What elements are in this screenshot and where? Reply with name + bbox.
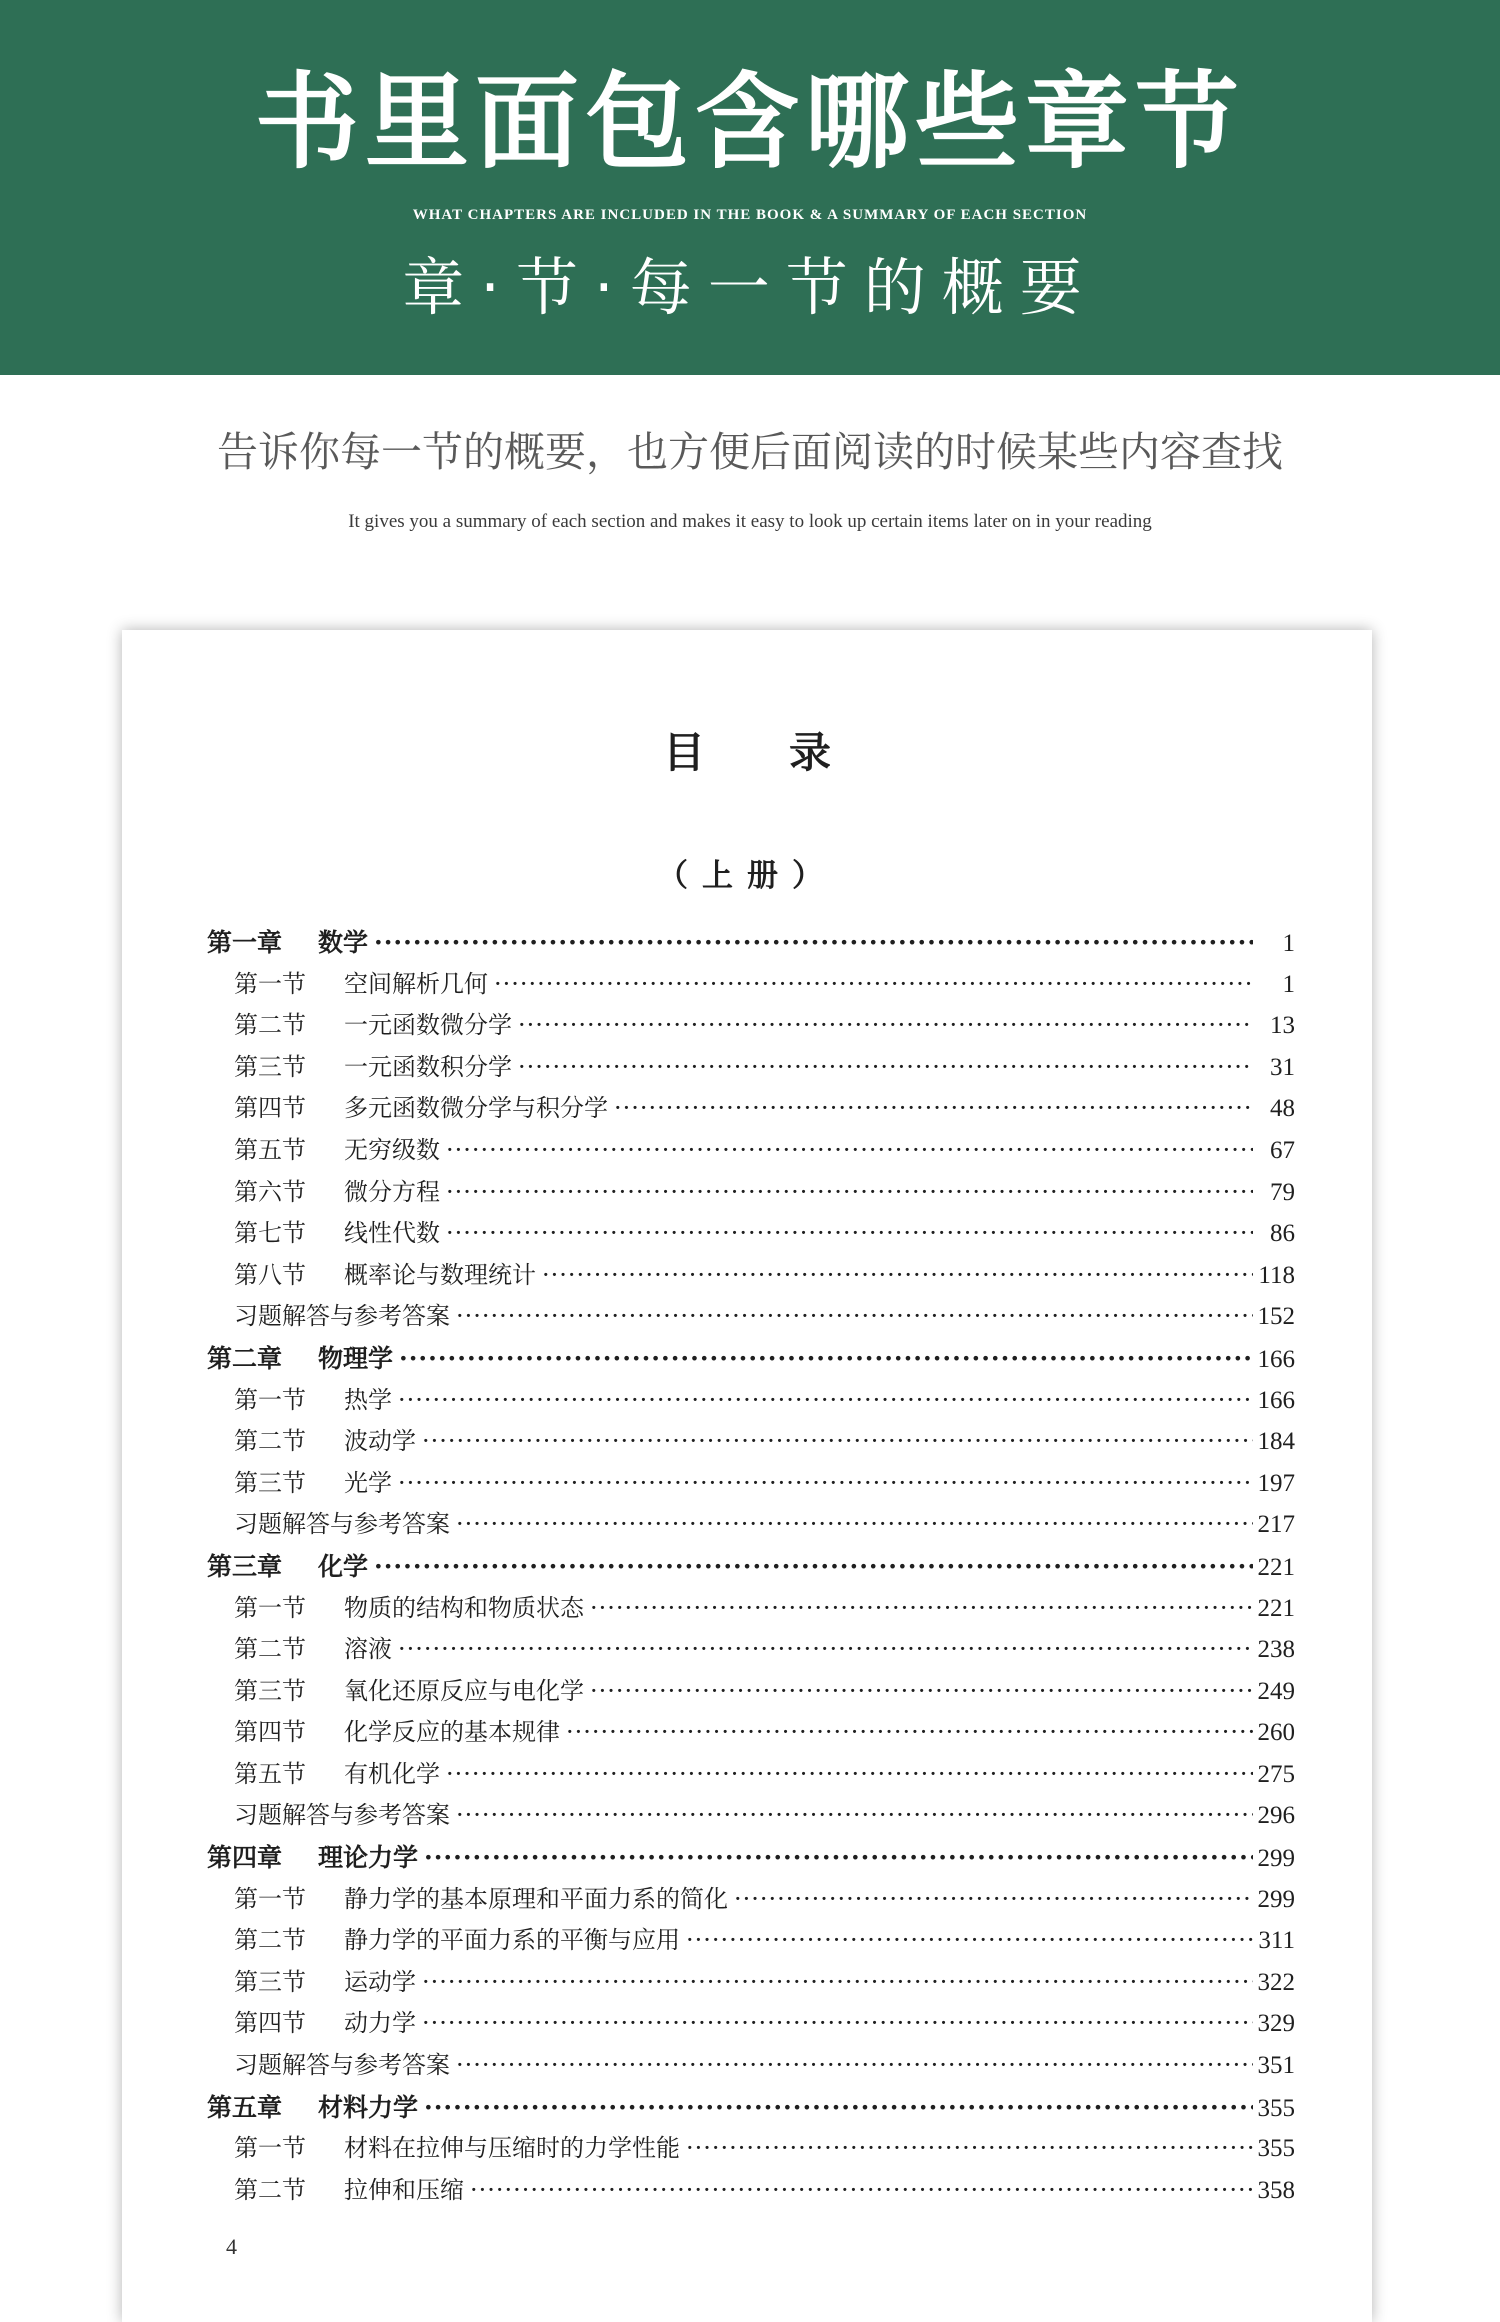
toc-section-row [207, 1255, 1295, 1297]
toc-entry-number: 第三节 [234, 1676, 306, 1705]
dot-leader [374, 1546, 1253, 1588]
dot-leader [590, 1588, 1253, 1630]
toc-page-number: 13 [1270, 1012, 1295, 1040]
banner-title: 书里面包含哪些章节 [254, 60, 1245, 183]
toc-page-number: 1 [1282, 970, 1295, 998]
toc-section-row [207, 2170, 1295, 2212]
toc-answers-row [207, 1504, 1295, 1546]
header-banner [0, 0, 1500, 375]
dot-leader [446, 1130, 1253, 1172]
toc-entry-title: 波动学 [344, 1427, 416, 1456]
toc-page-number: 166 [1257, 1386, 1295, 1414]
toc-entry-number: 第二章 [207, 1343, 283, 1373]
toc-page-number: 1 [1282, 930, 1295, 957]
toc-entry-title: 光学 [344, 1468, 392, 1497]
toc-page-number: 152 [1257, 1303, 1295, 1331]
toc-page-number: 351 [1257, 2052, 1295, 2080]
dot-leader [424, 1837, 1253, 1879]
toc-section-row [207, 1088, 1295, 1130]
toc-entry-title: 运动学 [344, 1967, 416, 1996]
toc-entry-title: 物理学 [318, 1343, 394, 1373]
toc-entry-title: 一元函数积分学 [344, 1052, 512, 1081]
dot-leader [494, 964, 1253, 1006]
toc-entry-title: 习题解答与参考答案 [234, 1801, 450, 1830]
dot-leader [566, 1712, 1253, 1754]
toc-entry-number: 第三节 [234, 1967, 306, 1996]
toc-entry-number: 第一节 [234, 1385, 306, 1414]
toc-section-row [207, 1172, 1295, 1214]
toc-entry-title: 材料在拉伸与压缩时的力学性能 [344, 2134, 680, 2163]
toc-entry-number: 第五章 [207, 2092, 283, 2122]
toc-entry-title: 多元函数微分学与积分学 [344, 1094, 608, 1123]
toc-entry-number: 第四节 [234, 1094, 306, 1123]
toc-page-number: 67 [1270, 1136, 1295, 1164]
toc-chapter-row [207, 1546, 1295, 1588]
toc-page-number: 166 [1257, 1345, 1295, 1373]
dot-leader [398, 1629, 1253, 1671]
banner-subtitle-english: WHAT CHAPTERS ARE INCLUDED IN THE BOOK & A SUMMARY OF EACH SECTION [412, 207, 1088, 223]
dot-leader [422, 1421, 1253, 1463]
toc-entry-number: 第四章 [207, 1843, 283, 1873]
toc-section-row [207, 1380, 1295, 1422]
toc-section-row [207, 2128, 1295, 2170]
dot-leader [470, 2170, 1253, 2212]
dot-leader [456, 1504, 1253, 1546]
page-number: 4 [226, 2234, 237, 2259]
toc-entry-title: 习题解答与参考答案 [234, 1510, 450, 1539]
toc-page-number: 260 [1257, 1719, 1295, 1747]
toc-entry-title: 化学反应的基本规律 [344, 1718, 560, 1747]
toc-entry-number: 第一节 [234, 969, 306, 998]
book-page [122, 630, 1372, 2322]
banner-subtitle-chinese: 章·节·每一节的概要 [402, 251, 1098, 324]
toc-page-number: 221 [1257, 1594, 1295, 1622]
dot-leader [518, 1047, 1253, 1089]
toc-page-number: 48 [1270, 1095, 1295, 1123]
toc-section-row [207, 1962, 1295, 2004]
toc-entry-title: 习题解答与参考答案 [234, 2051, 450, 2080]
toc-entry-title: 习题解答与参考答案 [234, 1302, 450, 1331]
toc-page-number: 221 [1257, 1553, 1295, 1581]
toc-entry-title: 拉伸和压缩 [344, 2175, 464, 2204]
toc-entry-number: 第七节 [234, 1219, 306, 1248]
toc-entry-number: 第五节 [234, 1759, 306, 1788]
toc-page-number: 355 [1257, 2094, 1295, 2122]
toc-entry-title: 化学 [318, 1551, 369, 1581]
toc-entry-title: 理论力学 [318, 1843, 419, 1873]
toc-heading: 目录 [662, 728, 915, 777]
toc-entry-title: 微分方程 [344, 1177, 440, 1206]
toc-page-number: 275 [1257, 1760, 1295, 1788]
toc-section-row [207, 1754, 1295, 1796]
toc-page-number: 249 [1257, 1677, 1295, 1705]
toc-entry-title: 氧化还原反应与电化学 [344, 1676, 584, 1705]
toc-page-number: 238 [1257, 1636, 1295, 1664]
toc-section-row [207, 1130, 1295, 1172]
toc-entry-number: 第一章 [207, 928, 283, 957]
dot-leader [614, 1088, 1253, 1130]
toc-page-number: 358 [1257, 2176, 1295, 2204]
toc-page-number: 184 [1257, 1428, 1295, 1456]
intro-text-english: It gives you a summary of each section and makes it easy to look up certain items later on in your reading [348, 511, 1152, 532]
toc-section-row [207, 1588, 1295, 1630]
toc-chapter-row [207, 1837, 1295, 1879]
toc-entry-title: 线性代数 [344, 1219, 440, 1248]
toc-entry-number: 第四节 [234, 2009, 306, 2038]
toc-page-number: 31 [1270, 1053, 1295, 1081]
toc-entry-number: 第三章 [207, 1551, 283, 1581]
toc-answers-row [207, 1296, 1295, 1338]
toc-page-number: 296 [1257, 1802, 1295, 1830]
toc-entry-number: 第二节 [234, 1427, 306, 1456]
toc-entry-number: 第二节 [234, 1011, 306, 1040]
toc-entry-number: 第八节 [234, 1260, 306, 1289]
toc-entry-title: 空间解析几何 [344, 969, 488, 998]
toc-page-number: 299 [1257, 1845, 1295, 1873]
toc-page-number: 118 [1258, 1261, 1295, 1289]
dot-leader [456, 1795, 1253, 1837]
dot-leader [424, 2087, 1253, 2129]
toc-chapter-row [207, 922, 1295, 964]
toc-entry-title: 热学 [344, 1385, 392, 1414]
toc-entry-number: 第六节 [234, 1177, 306, 1206]
dot-leader [686, 2128, 1253, 2170]
toc-entry-title: 物质的结构和物质状态 [344, 1593, 584, 1622]
toc-section-row [207, 1421, 1295, 1463]
toc-entry-title: 数学 [318, 928, 369, 957]
toc-chapter-row [207, 2087, 1295, 2129]
dot-leader [446, 1754, 1253, 1796]
dot-leader [398, 1463, 1253, 1505]
toc-section-row [207, 1920, 1295, 1962]
toc-entry-number: 第二节 [234, 1926, 306, 1955]
toc-answers-row [207, 2045, 1295, 2087]
toc-entry-title: 静力学的基本原理和平面力系的简化 [344, 1884, 728, 1913]
toc-chapter-row [207, 1338, 1295, 1380]
toc-page-number: 299 [1257, 1885, 1295, 1913]
toc-section-row [207, 1047, 1295, 1089]
toc-section-row [207, 1005, 1295, 1047]
toc-page-number: 86 [1270, 1220, 1295, 1248]
toc-entry-number: 第五节 [234, 1135, 306, 1164]
toc-section-row [207, 964, 1295, 1006]
dot-leader [398, 1380, 1253, 1422]
dot-leader [518, 1005, 1253, 1047]
toc-section-row [207, 1671, 1295, 1713]
toc-entry-number: 第一节 [234, 1884, 306, 1913]
dot-leader [590, 1671, 1253, 1713]
toc-entry-number: 第二节 [234, 2175, 306, 2204]
toc-entry-title: 动力学 [344, 2009, 416, 2038]
toc-page-number: 197 [1257, 1469, 1295, 1497]
dot-leader [422, 1962, 1253, 2004]
toc-entry-title: 静力学的平面力系的平衡与应用 [344, 1926, 680, 1955]
toc-section-row [207, 1712, 1295, 1754]
toc-entry-number: 第三节 [234, 1468, 306, 1497]
toc-page-number: 311 [1258, 1927, 1295, 1955]
dot-leader [422, 2003, 1253, 2045]
dot-leader [686, 1920, 1253, 1962]
toc-page-number: 322 [1257, 1968, 1295, 1996]
dot-leader [456, 2045, 1253, 2087]
dot-leader [446, 1172, 1253, 1214]
toc-entry-title: 概率论与数理统计 [344, 1260, 536, 1289]
dot-leader [399, 1338, 1253, 1380]
toc-entry-title: 有机化学 [344, 1759, 440, 1788]
volume-label: （上册） [657, 858, 837, 894]
intro-text-chinese: 告诉你每一节的概要，也方便后面阅读的时候某些内容查找 [217, 428, 1283, 476]
toc-page-number: 217 [1257, 1511, 1295, 1539]
toc-entry-title: 材料力学 [318, 2092, 419, 2122]
dot-leader [542, 1255, 1253, 1297]
toc-page-number: 79 [1270, 1178, 1295, 1206]
toc-entry-number: 第一节 [234, 1593, 306, 1622]
toc-entry-number: 第二节 [234, 1635, 306, 1664]
toc-entry-number: 第三节 [234, 1052, 306, 1081]
dot-leader [456, 1296, 1253, 1338]
toc-section-row [207, 2003, 1295, 2045]
toc-section-row [207, 1463, 1295, 1505]
toc-page-number: 355 [1257, 2135, 1295, 2163]
toc-section-row [207, 1879, 1295, 1921]
toc-entry-title: 一元函数微分学 [344, 1011, 512, 1040]
toc-entry-number: 第四节 [234, 1718, 306, 1747]
dot-leader [374, 922, 1253, 964]
dot-leader [734, 1879, 1253, 1921]
table-of-contents [207, 922, 1295, 2211]
dot-leader [446, 1213, 1253, 1255]
toc-answers-row [207, 1795, 1295, 1837]
toc-entry-title: 溶液 [344, 1635, 392, 1664]
toc-entry-title: 无穷级数 [344, 1135, 440, 1164]
toc-section-row [207, 1213, 1295, 1255]
toc-page-number: 329 [1257, 2010, 1295, 2038]
toc-entry-number: 第一节 [234, 2134, 306, 2163]
toc-section-row [207, 1629, 1295, 1671]
